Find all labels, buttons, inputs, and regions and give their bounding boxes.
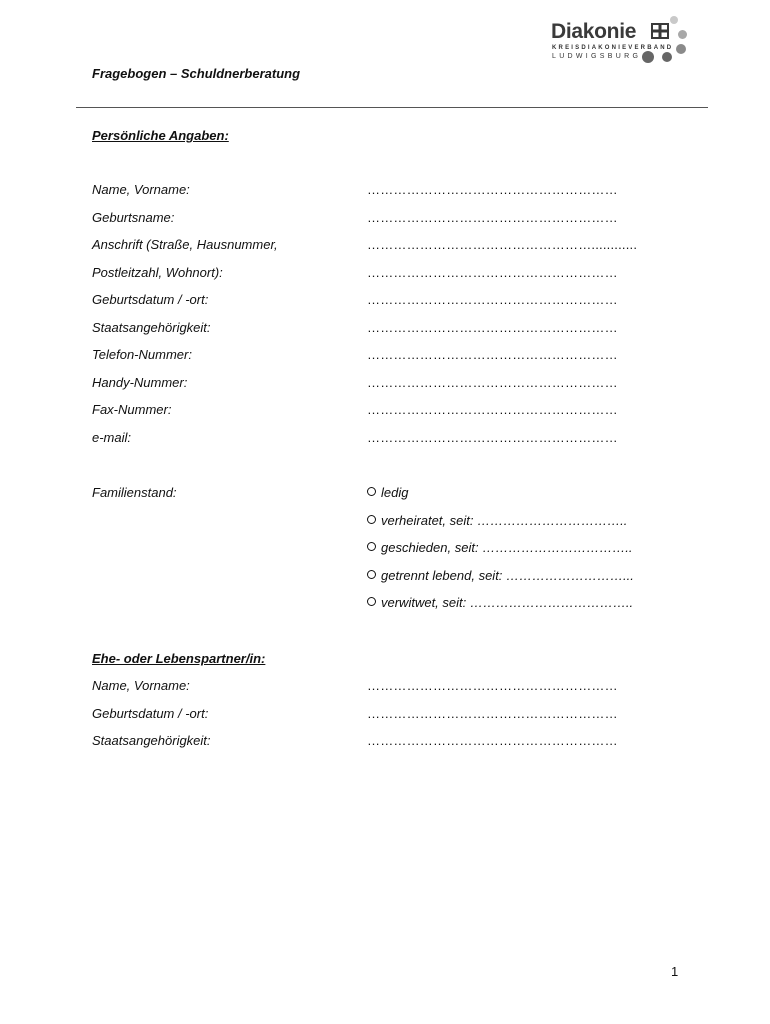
option-label: verwitwet, seit: xyxy=(381,595,467,610)
fill-in-line[interactable]: ………………………………………………… xyxy=(367,733,618,748)
family-status-option[interactable] xyxy=(367,568,634,583)
field-label: Postleitzahl, Wohnort): xyxy=(92,264,223,280)
field-label: Name, Vorname: xyxy=(92,182,190,197)
field-label: Geburtsdatum / -ort: xyxy=(92,705,209,721)
family-status-option[interactable] xyxy=(367,513,627,528)
family-status-label: Familienstand: xyxy=(92,485,177,500)
fill-in-line[interactable]: ………………………………………………… xyxy=(367,705,618,721)
logo-dot xyxy=(670,16,678,24)
fill-in-line[interactable]: ………………………………………………… xyxy=(367,182,618,197)
fill-in-line[interactable]: ………………………………………………… xyxy=(367,292,618,307)
option-label: ledig xyxy=(381,485,409,500)
fill-in-line[interactable]: ………………………………………………… xyxy=(367,319,618,335)
field-label: Name, Vorname: xyxy=(92,678,190,693)
header-divider xyxy=(76,107,708,108)
radio-circle-icon[interactable] xyxy=(367,570,376,579)
field-label: Anschrift (Straße, Hausnummer, xyxy=(92,237,278,252)
section-heading-personal: Persönliche Angaben: xyxy=(92,128,229,143)
logo-dot xyxy=(676,44,686,54)
fill-in-line[interactable]: …………………………….. xyxy=(477,512,628,528)
option-label: getrennt lebend, seit: xyxy=(381,567,503,583)
diakonie-logo xyxy=(548,14,698,66)
diakonie-cross-icon xyxy=(651,23,669,39)
logo-city: LUDWIGSBURG xyxy=(552,53,642,60)
radio-circle-icon[interactable] xyxy=(367,542,376,551)
fill-in-line[interactable]: ………………………………………………… xyxy=(367,402,618,417)
option-label: verheiratet, seit: xyxy=(381,512,474,528)
radio-circle-icon[interactable] xyxy=(367,515,376,524)
family-status-option[interactable] xyxy=(367,595,633,610)
field-label: Fax-Nummer: xyxy=(92,402,172,417)
family-status-option[interactable] xyxy=(367,485,408,500)
fill-in-line[interactable]: ………………………………………………… xyxy=(367,429,618,445)
field-label: Staatsangehörigkeit: xyxy=(92,733,211,748)
option-label: geschieden, seit: xyxy=(381,540,479,555)
radio-circle-icon[interactable] xyxy=(367,597,376,606)
page-number: 1 xyxy=(671,964,679,979)
field-label: Telefon-Nummer: xyxy=(92,347,192,362)
logo-dot xyxy=(662,52,672,62)
fill-in-line[interactable]: ………………………………………………… xyxy=(367,209,618,225)
fill-in-line[interactable]: ………………………………………………… xyxy=(367,678,618,693)
logo-dot xyxy=(678,30,687,39)
fill-in-line[interactable]: ………………………... xyxy=(506,567,634,583)
family-status-option[interactable] xyxy=(367,540,632,555)
fill-in-line[interactable]: …………………………….. xyxy=(482,540,633,555)
field-label: Geburtsdatum / -ort: xyxy=(92,292,209,307)
field-label: Staatsangehörigkeit: xyxy=(92,319,211,335)
document-title: Fragebogen – Schuldnerberatung xyxy=(92,66,301,81)
radio-circle-icon[interactable] xyxy=(367,487,376,496)
section-heading-partner: Ehe- oder Lebenspartner/in: xyxy=(92,651,266,666)
fill-in-line[interactable]: ……………………………….. xyxy=(469,595,634,610)
field-label: Handy-Nummer: xyxy=(92,374,188,390)
field-label: e-mail: xyxy=(92,429,132,445)
fill-in-line[interactable]: ………………………………………………… xyxy=(367,374,618,390)
fill-in-line[interactable]: ………………………………………………… xyxy=(367,347,618,362)
fill-in-line[interactable]: ……………………………………………............ xyxy=(367,237,638,252)
field-label: Geburtsname: xyxy=(92,209,175,225)
fill-in-line[interactable]: ………………………………………………… xyxy=(367,264,618,280)
logo-wordmark: Diakonie xyxy=(551,20,637,43)
logo-subtitle: KREISDIAKONIEVERBAND xyxy=(552,45,674,51)
logo-dot xyxy=(642,51,654,63)
